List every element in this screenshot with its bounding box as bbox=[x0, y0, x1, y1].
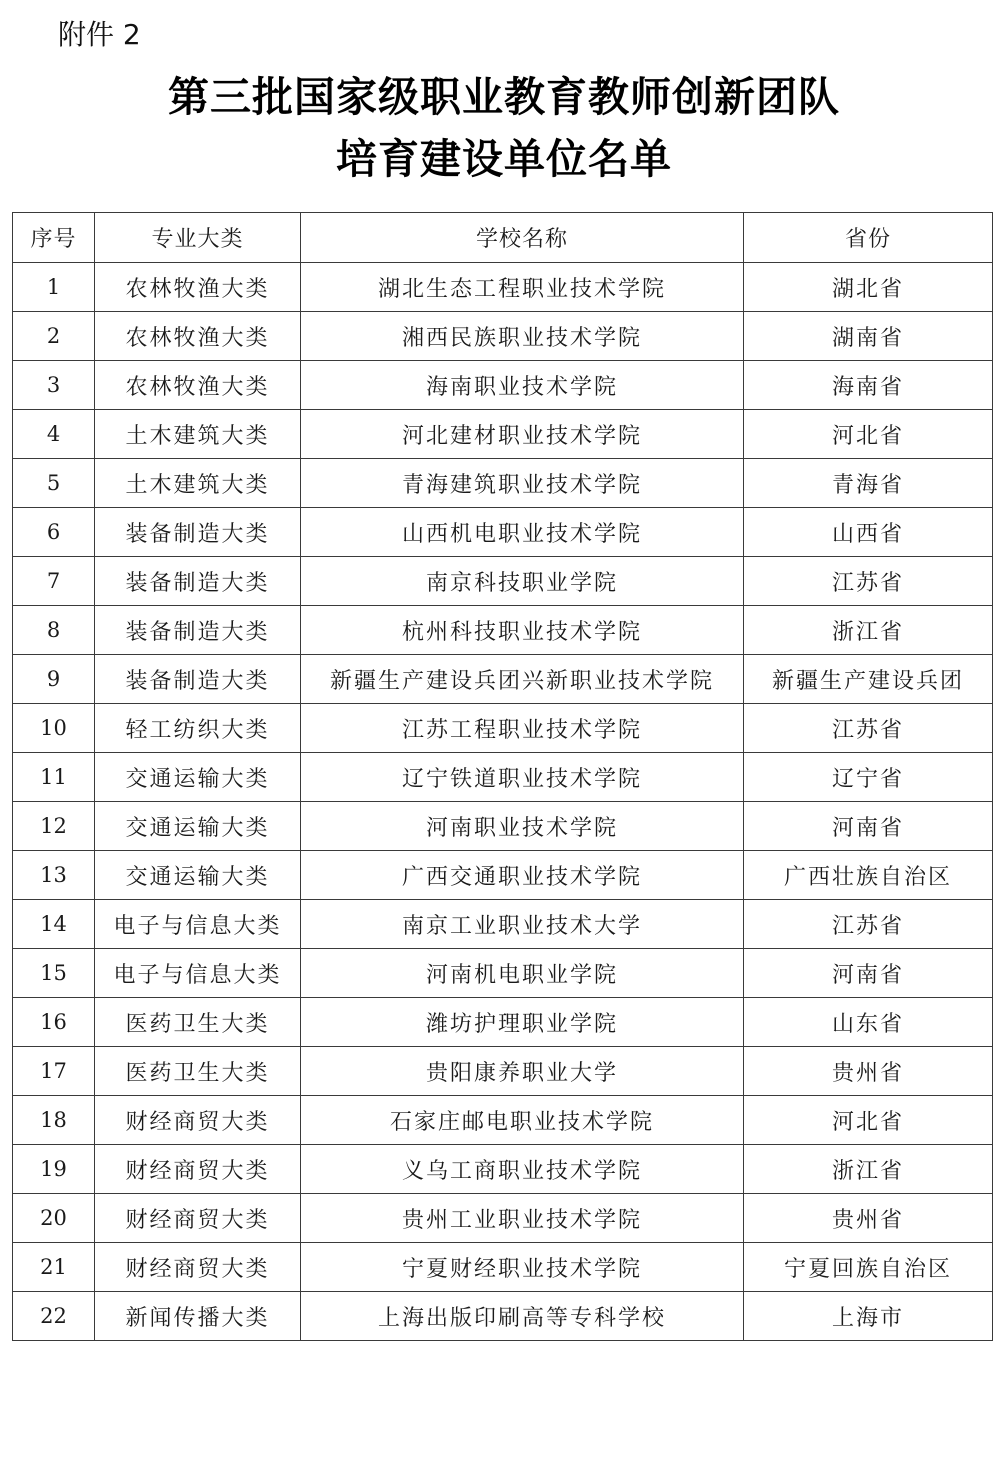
cell-category: 农林牧渔大类 bbox=[95, 361, 301, 410]
cell-category: 土木建筑大类 bbox=[95, 459, 301, 508]
cell-province: 贵州省 bbox=[744, 1194, 993, 1243]
table-header-row bbox=[13, 213, 993, 263]
cell-province: 山西省 bbox=[744, 508, 993, 557]
cell-school: 河南机电职业学院 bbox=[301, 949, 744, 998]
column-header-category: 专业大类 bbox=[95, 213, 301, 263]
cell-category: 财经商贸大类 bbox=[95, 1243, 301, 1292]
cell-province: 贵州省 bbox=[744, 1047, 993, 1096]
cell-school: 辽宁铁道职业技术学院 bbox=[301, 753, 744, 802]
cell-school: 新疆生产建设兵团兴新职业技术学院 bbox=[301, 655, 744, 704]
cell-number: 9 bbox=[13, 655, 95, 704]
cell-school: 河北建材职业技术学院 bbox=[301, 410, 744, 459]
cell-province: 上海市 bbox=[744, 1292, 993, 1341]
cell-number: 8 bbox=[13, 606, 95, 655]
cell-school: 湖北生态工程职业技术学院 bbox=[301, 263, 744, 312]
cell-number: 7 bbox=[13, 557, 95, 606]
cell-category: 交通运输大类 bbox=[95, 802, 301, 851]
cell-category: 医药卫生大类 bbox=[95, 998, 301, 1047]
cell-province: 海南省 bbox=[744, 361, 993, 410]
column-header-province: 省份 bbox=[744, 213, 993, 263]
cell-number: 17 bbox=[13, 1047, 95, 1096]
cell-school: 河南职业技术学院 bbox=[301, 802, 744, 851]
cell-school: 潍坊护理职业学院 bbox=[301, 998, 744, 1047]
table-body bbox=[13, 263, 993, 1341]
cell-category: 轻工纺织大类 bbox=[95, 704, 301, 753]
table-row bbox=[13, 459, 993, 508]
table-row bbox=[13, 557, 993, 606]
table-row bbox=[13, 998, 993, 1047]
cell-school: 义乌工商职业技术学院 bbox=[301, 1145, 744, 1194]
cell-school: 贵州工业职业技术学院 bbox=[301, 1194, 744, 1243]
cell-province: 山东省 bbox=[744, 998, 993, 1047]
cell-school: 青海建筑职业技术学院 bbox=[301, 459, 744, 508]
table-row bbox=[13, 508, 993, 557]
table-row bbox=[13, 900, 993, 949]
cell-province: 河南省 bbox=[744, 949, 993, 998]
cell-category: 土木建筑大类 bbox=[95, 410, 301, 459]
cell-school: 宁夏财经职业技术学院 bbox=[301, 1243, 744, 1292]
cell-number: 22 bbox=[13, 1292, 95, 1341]
cell-number: 10 bbox=[13, 704, 95, 753]
cell-category: 装备制造大类 bbox=[95, 606, 301, 655]
institution-roster-table bbox=[12, 212, 993, 1341]
table-row bbox=[13, 1194, 993, 1243]
table-row bbox=[13, 1096, 993, 1145]
cell-category: 新闻传播大类 bbox=[95, 1292, 301, 1341]
cell-school: 石家庄邮电职业技术学院 bbox=[301, 1096, 744, 1145]
cell-province: 青海省 bbox=[744, 459, 993, 508]
table-row bbox=[13, 1145, 993, 1194]
cell-school: 湘西民族职业技术学院 bbox=[301, 312, 744, 361]
cell-number: 21 bbox=[13, 1243, 95, 1292]
cell-province: 河北省 bbox=[744, 410, 993, 459]
cell-category: 装备制造大类 bbox=[95, 508, 301, 557]
cell-number: 2 bbox=[13, 312, 95, 361]
cell-province: 浙江省 bbox=[744, 606, 993, 655]
table-row bbox=[13, 361, 993, 410]
table-row bbox=[13, 263, 993, 312]
cell-province: 河南省 bbox=[744, 802, 993, 851]
cell-category: 财经商贸大类 bbox=[95, 1194, 301, 1243]
cell-school: 南京科技职业学院 bbox=[301, 557, 744, 606]
table-row bbox=[13, 606, 993, 655]
cell-school: 贵阳康养职业大学 bbox=[301, 1047, 744, 1096]
cell-category: 农林牧渔大类 bbox=[95, 263, 301, 312]
cell-province: 湖北省 bbox=[744, 263, 993, 312]
table-row bbox=[13, 949, 993, 998]
cell-number: 13 bbox=[13, 851, 95, 900]
document-title-line-2: 培育建设单位名单 bbox=[336, 135, 672, 183]
cell-number: 12 bbox=[13, 802, 95, 851]
cell-school: 上海出版印刷高等专科学校 bbox=[301, 1292, 744, 1341]
cell-category: 电子与信息大类 bbox=[95, 900, 301, 949]
cell-province: 湖南省 bbox=[744, 312, 993, 361]
cell-school: 山西机电职业技术学院 bbox=[301, 508, 744, 557]
cell-number: 19 bbox=[13, 1145, 95, 1194]
cell-number: 4 bbox=[13, 410, 95, 459]
cell-category: 农林牧渔大类 bbox=[95, 312, 301, 361]
cell-category: 医药卫生大类 bbox=[95, 1047, 301, 1096]
column-header-number: 序号 bbox=[13, 213, 95, 263]
column-header-school: 学校名称 bbox=[301, 213, 744, 263]
cell-number: 18 bbox=[13, 1096, 95, 1145]
cell-category: 交通运输大类 bbox=[95, 753, 301, 802]
cell-category: 交通运输大类 bbox=[95, 851, 301, 900]
document-title-line-1: 第三批国家级职业教育教师创新团队 bbox=[168, 73, 840, 121]
cell-province: 广西壮族自治区 bbox=[744, 851, 993, 900]
cell-category: 装备制造大类 bbox=[95, 557, 301, 606]
cell-school: 广西交通职业技术学院 bbox=[301, 851, 744, 900]
cell-number: 5 bbox=[13, 459, 95, 508]
table-row bbox=[13, 1243, 993, 1292]
cell-school: 杭州科技职业技术学院 bbox=[301, 606, 744, 655]
table-row bbox=[13, 851, 993, 900]
cell-number: 20 bbox=[13, 1194, 95, 1243]
cell-number: 3 bbox=[13, 361, 95, 410]
table-row bbox=[13, 312, 993, 361]
cell-province: 江苏省 bbox=[744, 557, 993, 606]
table-row bbox=[13, 1047, 993, 1096]
cell-number: 14 bbox=[13, 900, 95, 949]
cell-number: 16 bbox=[13, 998, 95, 1047]
table-row bbox=[13, 655, 993, 704]
cell-province: 新疆生产建设兵团 bbox=[744, 655, 993, 704]
cell-number: 1 bbox=[13, 263, 95, 312]
cell-category: 电子与信息大类 bbox=[95, 949, 301, 998]
cell-number: 15 bbox=[13, 949, 95, 998]
cell-number: 11 bbox=[13, 753, 95, 802]
cell-province: 宁夏回族自治区 bbox=[744, 1243, 993, 1292]
cell-school: 南京工业职业技术大学 bbox=[301, 900, 744, 949]
cell-province: 辽宁省 bbox=[744, 753, 993, 802]
cell-category: 财经商贸大类 bbox=[95, 1096, 301, 1145]
cell-category: 装备制造大类 bbox=[95, 655, 301, 704]
cell-school: 海南职业技术学院 bbox=[301, 361, 744, 410]
table-row bbox=[13, 753, 993, 802]
cell-school: 江苏工程职业技术学院 bbox=[301, 704, 744, 753]
table-row bbox=[13, 410, 993, 459]
cell-category: 财经商贸大类 bbox=[95, 1145, 301, 1194]
table-row bbox=[13, 802, 993, 851]
cell-province: 浙江省 bbox=[744, 1145, 993, 1194]
cell-number: 6 bbox=[13, 508, 95, 557]
cell-province: 河北省 bbox=[744, 1096, 993, 1145]
attachment-label: 附件 2 bbox=[58, 18, 141, 51]
table-row bbox=[13, 1292, 993, 1341]
cell-province: 江苏省 bbox=[744, 704, 993, 753]
table-row bbox=[13, 704, 993, 753]
cell-province: 江苏省 bbox=[744, 900, 993, 949]
